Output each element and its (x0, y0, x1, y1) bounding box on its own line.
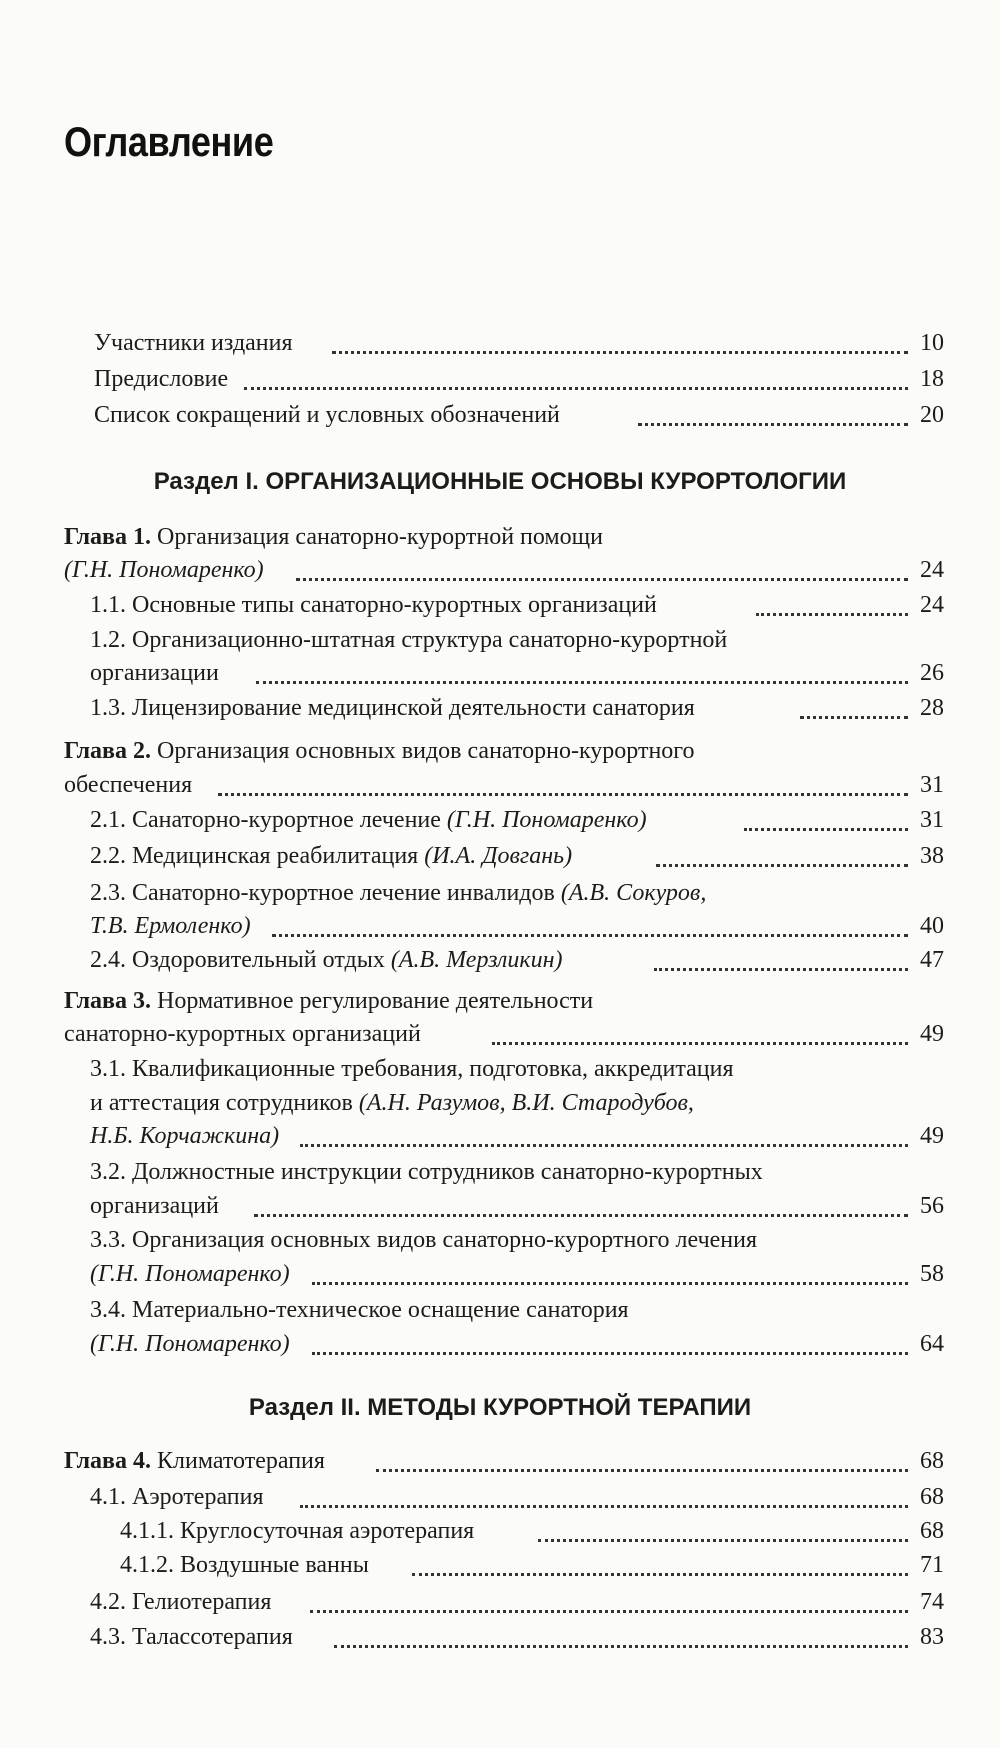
page-number: 58 (920, 1261, 944, 1287)
page-number: 64 (920, 1331, 944, 1357)
entry-label: 4.1. Аэротерапия (90, 1484, 264, 1510)
toc-entry-2-2[interactable] (0, 841, 1000, 875)
leader-dots (376, 1446, 908, 1472)
toc-entry-4-3[interactable] (0, 1622, 1000, 1656)
entry-label: организации (90, 660, 219, 686)
page-number: 20 (920, 402, 944, 428)
author: (Г.Н. Пономаренко) (446, 807, 647, 833)
chapter-prefix: Глава 3. (64, 988, 151, 1014)
entry-label: и аттестация сотрудников (90, 1090, 359, 1116)
page-number: 40 (920, 913, 944, 939)
leader-dots (756, 590, 908, 616)
leader-dots (312, 1329, 908, 1355)
author: Н.Б. Корчажкина) (90, 1123, 280, 1149)
chapter-title: Организация санаторно-курортной помощи (157, 524, 603, 550)
toc-entry-3-2[interactable] (0, 1191, 1000, 1225)
chapter-title: Организация основных видов санаторно-курортного (157, 738, 695, 764)
author: (Г.Н. Пономаренко) (64, 557, 264, 583)
entry-label: 4.1.1. Круглосуточная аэротерапия (120, 1518, 475, 1544)
page-number: 49 (920, 1021, 944, 1047)
page-title: Оглавление (64, 118, 274, 165)
toc-entry-3-3-line1[interactable]: 3.3. Организация основных видов санаторно-курортного лечения (90, 1227, 758, 1253)
toc-entry-ch1-author[interactable] (0, 555, 1000, 589)
author: (Г.Н. Пономаренко) (90, 1261, 290, 1287)
toc-entry-1-3[interactable] (0, 693, 1000, 727)
author: (А.В. Сокуров, (560, 880, 707, 906)
entry-label: 1.3. Лицензирование медицинской деятельности санатория (90, 695, 695, 721)
leader-dots (744, 805, 908, 831)
page-number: 26 (920, 660, 944, 686)
entry-label: обеспечения (64, 772, 193, 798)
page-number: 24 (920, 592, 944, 618)
toc-entry-ch4[interactable] (0, 1446, 1000, 1480)
author: (И.А. Довгань) (424, 843, 573, 869)
toc-entry-4-1[interactable] (0, 1482, 1000, 1516)
leader-dots (218, 770, 908, 796)
leader-dots (654, 945, 908, 971)
chapter-2-title[interactable] (64, 736, 695, 766)
page-number: 10 (920, 330, 944, 356)
page-number: 18 (920, 366, 944, 392)
leader-dots (656, 841, 908, 867)
entry-label: 4.3. Талассотерапия (90, 1624, 293, 1650)
chapter-title: Климатотерапия (157, 1448, 325, 1474)
leader-dots (244, 364, 908, 390)
page-number: 24 (920, 557, 944, 583)
author: Т.В. Ермоленко) (90, 913, 251, 939)
toc-entry-3-3[interactable] (0, 1259, 1000, 1293)
leader-dots (492, 1019, 908, 1045)
toc-entry-4-1-2[interactable] (0, 1550, 1000, 1584)
entry-label: Список сокращений и условных обозначений (94, 402, 560, 428)
entry-label: 4.1.2. Воздушные ванны (120, 1552, 369, 1578)
chapter-title: Нормативное регулирование деятельности (157, 988, 594, 1014)
toc-entry-2-3-line1[interactable] (90, 878, 706, 908)
toc-entry-ch3[interactable] (0, 1019, 1000, 1053)
toc-entry-2-3[interactable] (0, 911, 1000, 945)
toc-entry-1-1[interactable] (0, 590, 1000, 624)
toc-entry-1-2[interactable] (0, 658, 1000, 692)
page-number: 47 (920, 947, 944, 973)
page-number: 74 (920, 1589, 944, 1615)
toc-entry-2-4[interactable] (0, 945, 1000, 979)
entry-label: Участники издания (94, 330, 293, 356)
entry-label: Предисловие (94, 366, 229, 392)
toc-entry-3-2-line1[interactable]: 3.2. Должностные инструкции сотрудников санаторно-курортных (90, 1159, 763, 1185)
leader-dots (312, 1259, 908, 1285)
entry-label: 2.1. Санаторно-курортное лечение (90, 807, 447, 833)
page-number: 56 (920, 1193, 944, 1219)
leader-dots (310, 1587, 908, 1613)
page-number: 31 (920, 807, 944, 833)
toc-entry-1-2-line1[interactable]: 1.2. Организационно-штатная структура санаторно-курортной (90, 627, 728, 653)
toc-entry-preface[interactable] (0, 364, 1000, 398)
entry-label: санаторно-курортных организаций (64, 1021, 421, 1047)
page-number: 28 (920, 695, 944, 721)
toc-entry-3-1[interactable] (0, 1121, 1000, 1155)
toc-entry-4-2[interactable] (0, 1587, 1000, 1621)
page-number: 68 (920, 1448, 944, 1474)
page-number: 31 (920, 772, 944, 798)
entry-label: 2.4. Оздоровительный отдых (90, 947, 391, 973)
toc-entry-3-4-line1[interactable]: 3.4. Материально-техническое оснащение санатория (90, 1297, 629, 1323)
leader-dots (332, 328, 908, 354)
toc-entry-3-4[interactable] (0, 1329, 1000, 1363)
leader-dots (800, 693, 908, 719)
toc-entry-4-1-1[interactable] (0, 1516, 1000, 1550)
entry-label: 2.2. Медицинская реабилитация (90, 843, 425, 869)
page-number: 49 (920, 1123, 944, 1149)
toc-entry-3-1-line2[interactable] (90, 1088, 694, 1118)
author: (А.В. Мерзликин) (390, 947, 563, 973)
chapter-3-title[interactable] (64, 986, 593, 1016)
toc-entry-2-1[interactable] (0, 805, 1000, 839)
chapter-prefix: Глава 2. (64, 738, 151, 764)
leader-dots (296, 555, 908, 581)
leader-dots (300, 1121, 908, 1147)
entry-label: организаций (90, 1193, 219, 1219)
page-number: 71 (920, 1552, 944, 1578)
author: (А.Н. Разумов, В.И. Стародубов, (358, 1090, 694, 1116)
page-number: 83 (920, 1624, 944, 1650)
entry-label: 4.2. Гелиотерапия (90, 1589, 272, 1615)
entry-label: 2.3. Санаторно-курортное лечение инвалидов (90, 880, 561, 906)
page-number: 38 (920, 843, 944, 869)
toc-entry-3-1-line1[interactable]: 3.1. Квалификационные требования, подготовка, аккредитация (90, 1056, 734, 1082)
chapter-prefix: Глава 1. (64, 524, 151, 550)
entry-label: 1.1. Основные типы санаторно-курортных организаций (90, 592, 657, 618)
leader-dots (638, 400, 908, 426)
leader-dots (256, 658, 908, 684)
leader-dots (412, 1550, 908, 1576)
leader-dots (334, 1622, 908, 1648)
page-number: 68 (920, 1518, 944, 1544)
section-heading-1: Раздел I. ОРГАНИЗАЦИОННЫЕ ОСНОВЫ КУРОРТОЛОГИИ (153, 468, 847, 495)
leader-dots (254, 1191, 908, 1217)
chapter-prefix: Глава 4. (64, 1448, 151, 1474)
page-number: 68 (920, 1484, 944, 1510)
section-heading-2: Раздел II. МЕТОДЫ КУРОРТНОЙ ТЕРАПИИ (248, 1394, 752, 1421)
chapter-1-title[interactable] (64, 522, 603, 552)
leader-dots (272, 911, 908, 937)
author: (Г.Н. Пономаренко) (90, 1331, 290, 1357)
toc-entry-contributors[interactable] (0, 328, 1000, 362)
toc-entry-ch2[interactable] (0, 770, 1000, 804)
toc-entry-abbreviations[interactable] (0, 400, 1000, 434)
leader-dots (538, 1516, 908, 1542)
leader-dots (300, 1482, 908, 1508)
